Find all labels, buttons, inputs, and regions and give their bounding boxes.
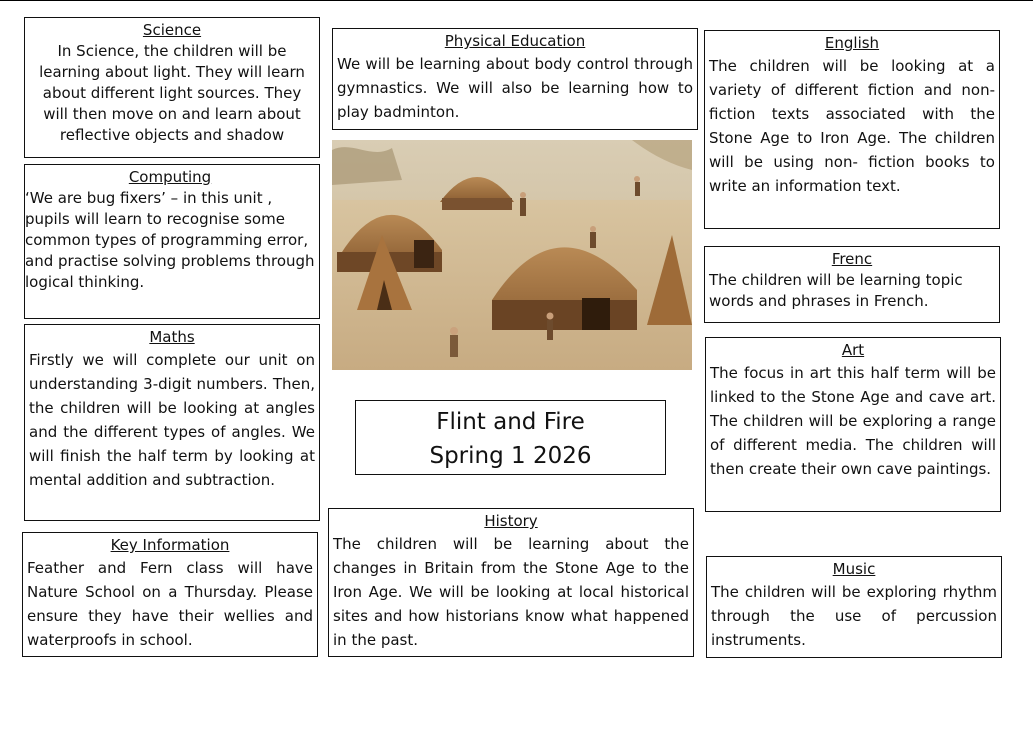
physical-education-box [332,28,698,130]
topic-title: Flint and Fire [436,409,585,435]
key-information-text: Feather and Fern class will have Nature School on a Thursday. Please ensure they have their wellies and waterproofs in school. [27,559,313,649]
music-heading: Music [832,560,876,578]
top-rule [0,0,1033,1]
history-text: The children will be learning about the changes in Britain from the Stone Age to the Iron Age. We will be looking at local historical sites and how historians know what happened in the past. [333,535,689,649]
art-heading: Art [841,341,865,359]
topic-term: Spring 1 2026 [429,443,592,469]
english-box [704,30,1000,229]
french-heading: Frenc [831,250,873,268]
english-heading: English [824,34,880,52]
history-heading: History [484,512,538,530]
computing-text: ‘We are bug fixers’ – in this unit , pupils will learn to recognise some common types of programming error, and practise solving problems through logical thinking. [25,189,315,291]
english-text: The children will be looking at a variety of different fiction and non-fiction texts associated with the Stone Age to Iron Age. The children will be using non- fiction books to write an information text. [709,57,995,195]
stone-age-village-image [332,140,692,370]
music-text: The children will be exploring rhythm through the use of percussion instruments. [711,583,997,649]
key-information-heading: Key Information [110,536,230,554]
art-text: The focus in art this half term will be linked to the Stone Age and cave art. The children will be exploring a range of different media. The children will then create their own cave paintings. [710,364,996,478]
maths-box [24,324,320,521]
computing-box [24,164,320,319]
art-box [705,337,1001,512]
maths-heading: Maths [149,328,195,346]
physical-education-heading: Physical Education [444,32,586,50]
history-box [328,508,694,657]
science-box [24,17,320,158]
science-text: In Science, the children will be learning about light. They will learn about different light sources. They will then move on and learn about reflective objects and shadow [39,42,305,144]
key-information-box [22,532,318,657]
french-text: The children will be learning topic words and phrases in French. [709,271,963,310]
music-box [706,556,1002,658]
science-heading: Science [142,21,202,39]
topic-title-box [355,400,666,475]
maths-text: Firstly we will complete our unit on understanding 3-digit numbers. Then, the children will be looking at angles and the different types of angles. We will finish the half term by looking at mental addition and subtraction. [29,351,315,489]
computing-heading: Computing [128,168,212,186]
physical-education-text: We will be learning about body control through gymnastics. We will also be learning how to play badminton. [337,55,693,121]
french-box [704,246,1000,323]
